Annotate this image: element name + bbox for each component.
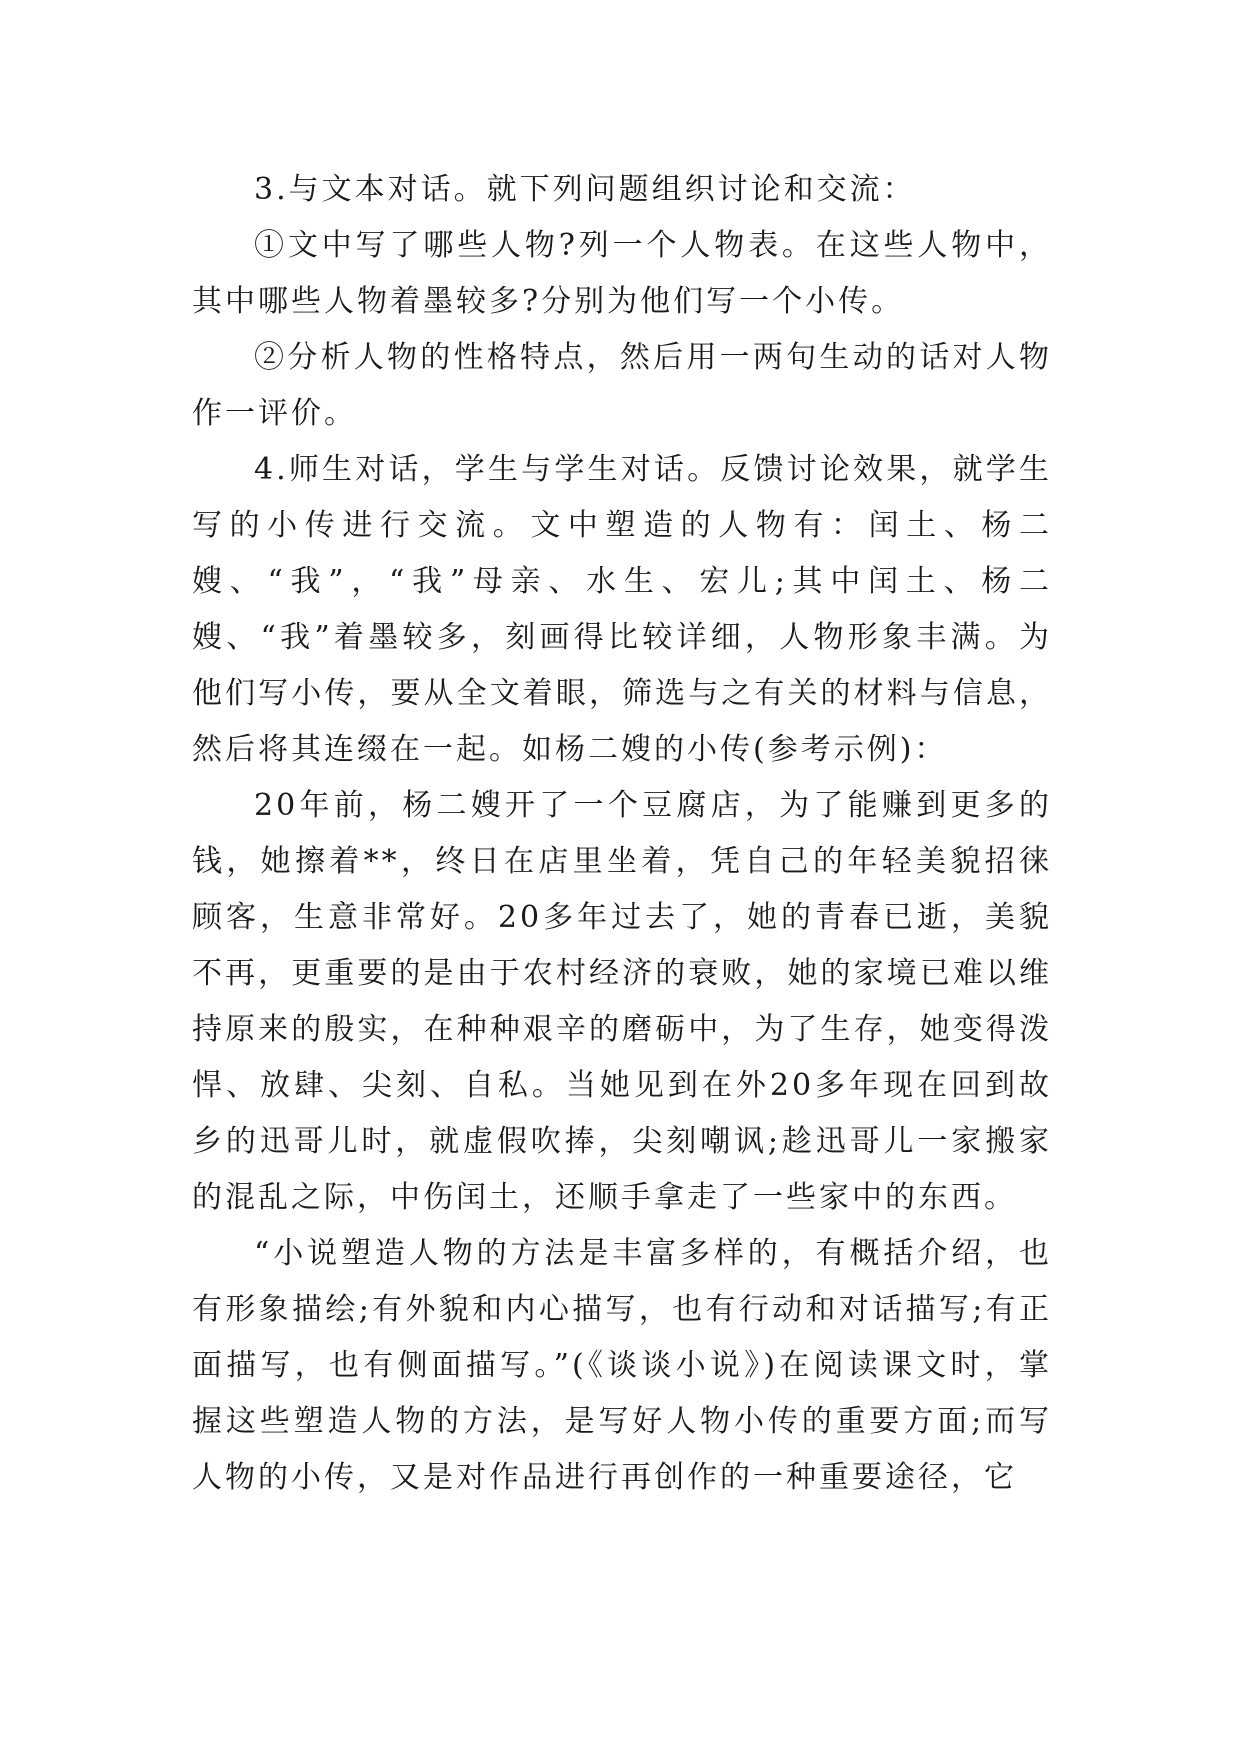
paragraph-novel-characterization-quote: “小说塑造人物的方法是丰富多样的，有概括介绍，也有形象描绘;有外貌和内心描写，也有行动和对话描写;有正面描写，也有侧面描写。”(《谈谈小说》)在阅读课文时，掌握这些塑造人物的方法，是写好人物小传的重要方面;而写人物的小传，又是对作品进行再创作的一种重要途径，它 xyxy=(192,1236,1052,1495)
paragraph-discussion-heading: 3.与文本对话。就下列问题组织讨论和交流： xyxy=(254,172,916,207)
paragraph-question-1: ①文中写了哪些人物?列一个人物表。在这些人物中，其中哪些人物着墨较多?分别为他们写一个小传。 xyxy=(192,228,1052,319)
paragraph-question-2: ②分析人物的性格特点，然后用一两句生动的话对人物作一评价。 xyxy=(192,340,1052,431)
paragraph-yang-ersao-biography: 20年前，杨二嫂开了一个豆腐店，为了能赚到更多的钱，她擦着**，终日在店里坐着，凭自己的年轻美貌招徕顾客，生意非常好。20多年过去了，她的青春已逝，美貌不再，更重要的是由于农村经济的衰败，她的家境已难以维持原来的殷实，在种种艰辛的磨砺中，为了生存，她变得泼悍、放肆、尖刻、自私。当她见到在外20多年现在回到故乡的迅哥儿时，就虚假吹捧，尖刻嘲讽;趁迅哥儿一家搬家的混乱之际，中伤闰土，还顺手拿走了一些家中的东西。 xyxy=(192,788,1052,1215)
document-page xyxy=(192,162,1052,1506)
paragraph-teacher-student-dialogue: 4.师生对话，学生与学生对话。反馈讨论效果，就学生写的小传进行交流。文中塑造的人物有：闰土、杨二嫂、“我”，“我”母亲、水生、宏儿;其中闰土、杨二嫂、“我”着墨较多，刻画得比较详细，人物形象丰满。为他们写小传，要从全文着眼，筛选与之有关的材料与信息，然后将其连缀在一起。如杨二嫂的小传(参考示例)： xyxy=(192,452,1052,767)
